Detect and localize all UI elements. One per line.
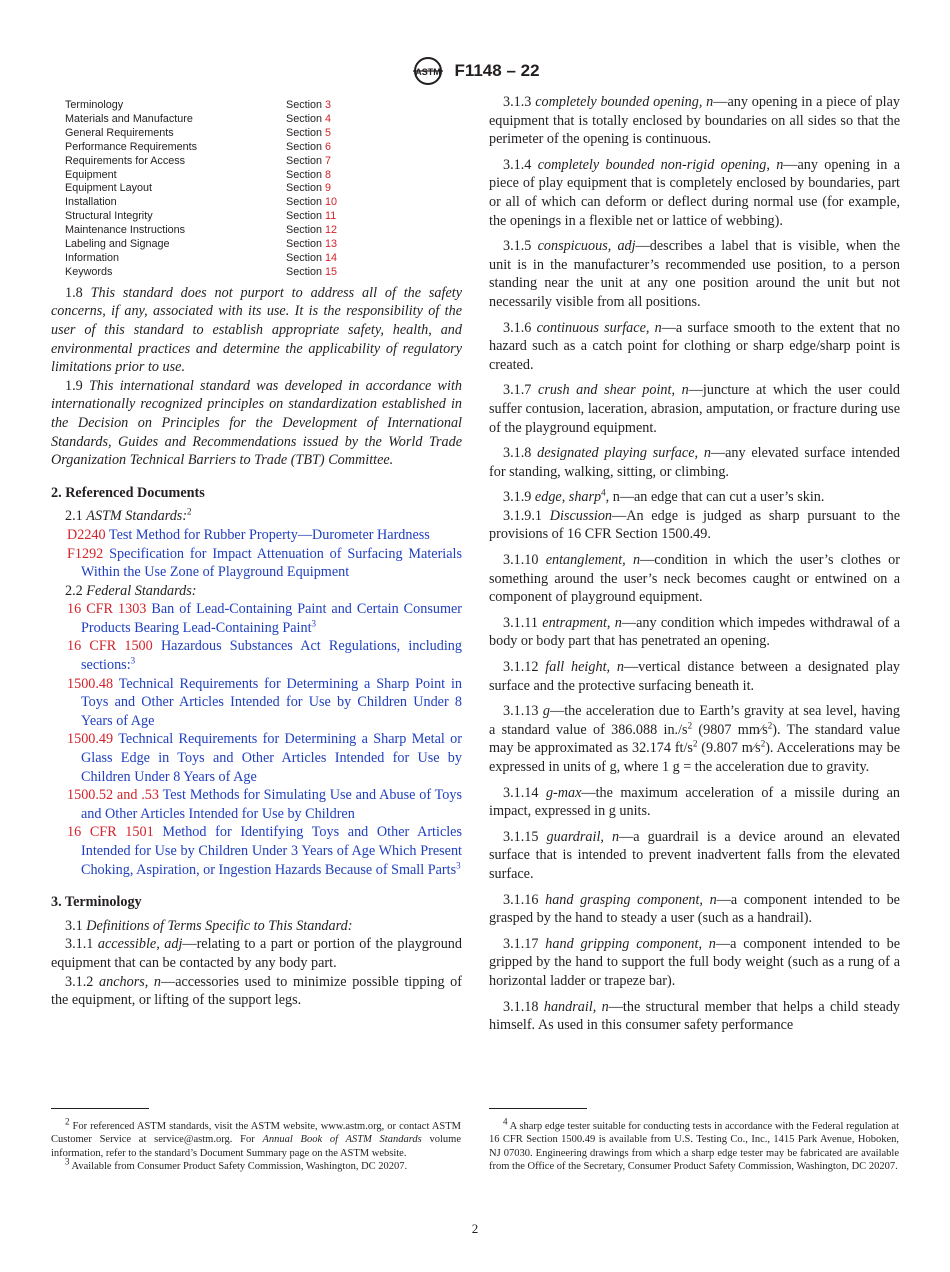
reference-code: 1500.49 xyxy=(67,731,114,748)
definition-number: 3.1.11 xyxy=(503,614,538,631)
subsection-2-1: 2.1 ASTM Standards:$^2$ xyxy=(65,506,192,525)
definition-number: 3.1.8 xyxy=(503,445,532,462)
reference-title: Test Methods for Simulating Use and Abuse of Toys and Other Articles Intended for Use by Children xyxy=(81,787,462,822)
definitions-group-a xyxy=(489,93,900,481)
definitions-group-b xyxy=(489,551,900,695)
definition xyxy=(489,614,900,651)
definition-text: —condition in which the user’s clothes or something around the user’s neck becomes caught or entwined on a component of playground equipment. xyxy=(489,552,900,606)
section-index-word: Section xyxy=(286,224,323,237)
section-index-ref xyxy=(286,127,331,141)
section-index-ref xyxy=(286,169,331,183)
subsection-2-2: 2.2 Federal Standards: xyxy=(65,582,197,599)
page-header xyxy=(0,56,950,86)
section-index-number: 8 xyxy=(325,168,332,181)
reference-title: Method for Identifying Toys and Other Articles Intended for Use by Children Under 3 Years of Age Which Present Choking, Aspiration, or Ingestion Hazards Because of Small Parts xyxy=(81,824,462,878)
definition xyxy=(489,319,900,375)
definition-text: —any opening in a piece of play equipment that is totally enclosed by boundaries on all sides so that the perimeter of the opening is continuous. xyxy=(489,94,900,148)
reference-entry xyxy=(51,637,462,674)
definition-text: —the maximum acceleration of a missile during an impact, expressed in g units. xyxy=(489,784,900,820)
section-index-ref xyxy=(286,99,331,113)
definition xyxy=(489,784,900,821)
section-index-row xyxy=(65,266,462,280)
section-index-ref xyxy=(286,155,331,169)
section-index-number: 7 xyxy=(325,154,332,167)
definition xyxy=(489,444,900,481)
definition-term: g-max xyxy=(545,784,582,801)
section-index-row xyxy=(65,196,462,210)
section-index-word: Section xyxy=(286,182,323,195)
section-index-ref xyxy=(286,238,337,252)
page-number: 2 xyxy=(471,1221,479,1236)
section-index-word: Section xyxy=(286,196,323,209)
definitions-left xyxy=(51,935,462,1009)
reference-entry xyxy=(51,526,462,545)
section-index-number: 3 xyxy=(325,99,332,111)
section-index-row xyxy=(65,238,462,252)
definition-text: —describes a label that is visible, when the unit is in the manufacturer’s recommended use position, to a person standing near the unit at any one position around the unit but not necessarily visible from all positions. xyxy=(489,238,900,310)
definition-text: —relating to a part or portion of the playground equipment that can be contacted by any body part. xyxy=(51,936,462,971)
definition xyxy=(489,551,900,607)
definition-term: guardrail, n xyxy=(546,828,620,845)
reference-entry xyxy=(51,675,462,731)
footnote-3: $^3$ Available from Consumer Product Safety Commission, Washington, DC 20207. xyxy=(65,1156,408,1173)
section-index-title: Information xyxy=(65,251,120,264)
section-index-row xyxy=(65,224,462,238)
reference-entry xyxy=(51,600,462,637)
definition-term: hand grasping component, n xyxy=(545,891,717,908)
definition-text: —vertical distance between a designated play surface and the protective surfacing beneath it. xyxy=(489,659,900,694)
section-index-word: Section xyxy=(286,154,323,167)
reference-footnote-mark: 3 xyxy=(311,618,317,629)
definition xyxy=(489,658,900,695)
section-index-ref xyxy=(286,266,337,280)
reference-title: Test Method for Rubber Property—Durometer Hardness xyxy=(108,526,430,543)
definition-3-1-13: 3.1.13 g—the acceleration due to Earth’s gravity at sea level, having a standard value of 386.088 $in./s^2$ (9807 $mm⁄s^2$). The standard value may be approximated as 32.174 $ft/s^2$ (9.807 $m⁄s^2$). Accelerations may be expressed in units of g, where 1 g = the acceleration due to gravity. xyxy=(489,703,901,775)
section-index-ref xyxy=(286,252,337,266)
definition-term: entrapment, n xyxy=(542,614,622,631)
definition-number: 3.1.15 xyxy=(503,828,539,845)
reference-footnote-mark: 3 xyxy=(456,859,461,870)
definition xyxy=(489,828,900,884)
reference-entry xyxy=(51,786,462,823)
reference-entry xyxy=(51,545,462,582)
section-index-number: 9 xyxy=(325,182,332,195)
discussion-3-1-9-1: 3.1.9.1 Discussion—An edge is judged as sharp pursuant to the provisions of 16 CFR Section 1500.49. xyxy=(489,507,900,543)
definition-number: 3.1.17 xyxy=(503,935,539,952)
section-3-heading: 3. Terminology xyxy=(51,894,142,911)
section-index-row xyxy=(65,155,462,169)
definition-text: —any opening in a piece of play equipment that is completely enclosed by boundaries, part or all of which can deform or deflect during normal use (for example, the openings in a flexible net or lattice of webbing). xyxy=(489,156,900,229)
definition-number: 3.1.3 xyxy=(503,94,532,110)
section-index-title: Equipment Layout xyxy=(65,182,153,195)
section-index-word: Section xyxy=(286,99,323,111)
definition-text: —accessories used to minimize possible tipping of the equipment, or lifting of the support legs. xyxy=(51,973,462,1009)
reference-footnote-mark: 3 xyxy=(130,655,136,666)
definition-term: designated playing surface, n xyxy=(537,445,711,462)
section-index-ref xyxy=(286,224,337,238)
definition-number: 3.1.7 xyxy=(503,382,532,399)
section-index-row xyxy=(65,113,462,127)
astm-logo-icon xyxy=(410,56,446,86)
document-code: F1148 – 22 xyxy=(454,61,540,80)
section-index-title: Installation xyxy=(65,196,117,209)
definition xyxy=(489,998,900,1035)
section-index-title: Requirements for Access xyxy=(65,154,186,167)
section-index-title: General Requirements xyxy=(65,126,174,139)
footnote-rule-left xyxy=(51,1108,149,1109)
definition-number: 3.1.12 xyxy=(503,659,539,676)
section-index-number: 14 xyxy=(325,251,338,264)
section-index xyxy=(65,99,462,280)
reference-code: 1500.48 xyxy=(67,675,114,692)
section-2-heading: 2. Referenced Documents xyxy=(51,484,205,501)
footnote-rule-right xyxy=(489,1108,587,1109)
reference-title: Specification for Impact Attenuation of Surfacing Materials Within the Use Zone of Playground Equipment xyxy=(81,545,462,581)
footnote-4: $^4$ A sharp edge tester suitable for conducting tests in accordance with the Federal regulation at 16 CFR Section 1500.49 is available from U.S. Testing Co., Inc., 1415 Park Avenue, Hoboken, NJ 07030. Engineering drawings from which a sharp edge tester may be fabricated are available from the Office of the Secretary, Consumer Product Safety Commission, Washington, DC 20207. xyxy=(489,1116,899,1173)
definition-number: 3.1.6 xyxy=(503,319,532,336)
definition-term: entanglement, n xyxy=(545,552,641,569)
section-index-word: Section xyxy=(286,210,323,223)
definition-term: continuous surface, n xyxy=(536,319,662,336)
section-index-row xyxy=(65,141,462,155)
definition-text: —a surface smooth to the extent that no hazard such as a catch point for clothing or sharp edge/sharp point is created. xyxy=(489,319,901,373)
definition-text: —the structural member that helps a child steady himself. As used in this consumer safety performance xyxy=(489,998,901,1034)
definition xyxy=(489,93,900,149)
definition xyxy=(489,891,900,928)
definition-number: 3.1.1 xyxy=(65,936,94,953)
right-column xyxy=(489,93,900,1035)
section-index-number: 6 xyxy=(325,140,332,153)
section-index-number: 4 xyxy=(325,112,332,125)
definition-number: 3.1.14 xyxy=(503,784,539,801)
definition-number: 3.1.10 xyxy=(503,552,539,569)
definition xyxy=(489,156,900,230)
definition-text: —any elevated surface intended for standing, walking, sitting, or climbing. xyxy=(489,445,900,480)
federal-references xyxy=(51,600,462,879)
section-index-word: Section xyxy=(286,140,323,153)
section-index-word: Section xyxy=(286,251,323,264)
section-index-ref xyxy=(286,196,337,210)
definition xyxy=(51,973,462,1010)
definition-term: handrail, n xyxy=(543,998,609,1015)
section-index-number: 10 xyxy=(325,196,338,209)
left-column xyxy=(51,93,462,1010)
section-index-ref xyxy=(286,182,331,196)
footnote-2: $^2$ For referenced ASTM standards, visit the ASTM website, www.astm.org, or contact ASTM Customer Service at service@astm.org. For Annual Book of ASTM Standards volume information, refer to the standard’s Document Summary page on the ASTM website. xyxy=(51,1116,461,1159)
section-index-word: Section xyxy=(286,238,323,251)
reference-code: 1500.52 and .53 xyxy=(67,787,159,804)
section-index-number: 11 xyxy=(325,210,337,223)
section-index-number: 13 xyxy=(325,238,338,251)
section-index-word: Section xyxy=(286,112,323,125)
footnotes-left xyxy=(51,1116,461,1174)
definition-term: crush and shear point, n xyxy=(538,382,689,399)
reference-title: Technical Requirements for Determining a Sharp Metal or Glass Edge in Toys and Other Articles Intended for Use by Children Under 8 Years of Age xyxy=(81,731,462,785)
reference-code: F1292 xyxy=(67,545,104,562)
section-index-title: Materials and Manufacture xyxy=(65,112,193,125)
definition-3-1-9: 3.1.9 edge, sharp$^4$, n—an edge that can cut a user’s skin. xyxy=(503,487,825,506)
definition xyxy=(489,237,900,311)
section-index-word: Section xyxy=(286,126,323,139)
section-index-title: Terminology xyxy=(65,99,124,111)
reference-code: 16 CFR 1500 xyxy=(67,638,153,655)
section-index-word: Section xyxy=(286,265,323,278)
section-index-number: 5 xyxy=(325,126,332,139)
definition-text: —a component intended to be gripped by the hand to support the full body weight (such as a rung of a horizontal ladder or trapeze bar). xyxy=(489,935,900,989)
reference-code: 16 CFR 1501 xyxy=(67,824,154,841)
section-index-row xyxy=(65,169,462,183)
section-index-row xyxy=(65,127,462,141)
definition-term: hand gripping component, n xyxy=(545,935,716,952)
reference-title: Ban of Lead-Containing Paint and Certain Consumer Products Bearing Lead-Containing Paint xyxy=(81,601,462,636)
definition-term: accessible, adj xyxy=(97,936,183,953)
section-index-ref xyxy=(286,141,331,155)
logo-text: ASTM xyxy=(415,67,442,77)
paragraph-1-8: 1.8 This standard does not purport to address all of the safety concerns, if any, associated with its use. It is the responsibility of the user of this standard to establish appropriate safety, health, and environmental practices and determine the applicability of regulatory limitations prior to use. xyxy=(51,284,463,376)
definition-term: fall height, n xyxy=(545,659,624,676)
definition-text: —juncture at which the user could suffer contusion, laceration, abrasion, amputation, or fracture during use of the playground equipment. xyxy=(489,382,900,436)
section-index-number: 12 xyxy=(325,224,338,237)
definition-number: 3.1.18 xyxy=(503,998,539,1015)
definition-term: anchors, n xyxy=(99,973,162,990)
definition-text: —a guardrail is a device around an elevated surface that is intended to prevent inadvertent falls from the elevated surface. xyxy=(489,828,900,882)
paragraph-1-9: 1.9 This international standard was developed in accordance with internationally recognized principles on standardization established in the Decision on Principles for the Development of International Standards, Guides and Recommendations issued by the World Trade Organization Technical Barriers to Trade (TBT) Committee. xyxy=(51,377,462,469)
reference-entry xyxy=(51,730,462,786)
definitions-group-c xyxy=(489,784,900,1035)
reference-title: Technical Requirements for Determining a Sharp Point in Toys and Other Articles Intended for Use by Children Under 8 Years of Age xyxy=(81,675,462,729)
section-index-word: Section xyxy=(286,168,323,181)
definition-number: 3.1.5 xyxy=(503,238,532,255)
section-index-row xyxy=(65,210,462,224)
section-index-number: 15 xyxy=(325,265,338,278)
definition-term: completely bounded opening, n xyxy=(535,94,714,110)
definition-text: —any condition which impedes withdrawal of a body or body part that has penetrated an opening. xyxy=(489,614,900,650)
reference-code: D2240 xyxy=(67,526,106,543)
section-index-ref xyxy=(286,210,336,224)
section-index-title: Structural Integrity xyxy=(65,210,153,223)
section-index-title: Keywords xyxy=(65,265,113,278)
definition-number: 3.1.2 xyxy=(65,973,94,990)
section-index-title: Maintenance Instructions xyxy=(65,224,186,237)
definition-text: —a component intended to be grasped by the hand to steady a user (such as a handrail). xyxy=(489,891,900,927)
footnotes-right xyxy=(489,1116,899,1174)
section-index-row xyxy=(65,99,462,113)
astm-references xyxy=(51,526,462,582)
definition-term: conspicuous, adj xyxy=(537,238,636,255)
reference-entry xyxy=(51,823,462,879)
section-index-row xyxy=(65,252,462,266)
section-index-row xyxy=(65,182,462,196)
section-index-title: Labeling and Signage xyxy=(65,238,170,251)
definition-number: 3.1.16 xyxy=(503,891,539,908)
definition xyxy=(489,381,900,437)
section-index-title: Performance Requirements xyxy=(65,140,198,153)
definition-number: 3.1.4 xyxy=(503,156,532,173)
definition xyxy=(51,935,462,972)
definition xyxy=(489,935,900,991)
section-index-title: Equipment xyxy=(65,168,117,181)
reference-code: 16 CFR 1303 xyxy=(67,601,147,618)
section-index-ref xyxy=(286,113,331,127)
definition-term: completely bounded non-rigid opening, n xyxy=(537,156,784,173)
subsection-3-1: 3.1 Definitions of Terms Specific to This Standard: xyxy=(65,917,353,934)
reference-title: Hazardous Substances Act Regulations, including sections: xyxy=(81,638,462,674)
